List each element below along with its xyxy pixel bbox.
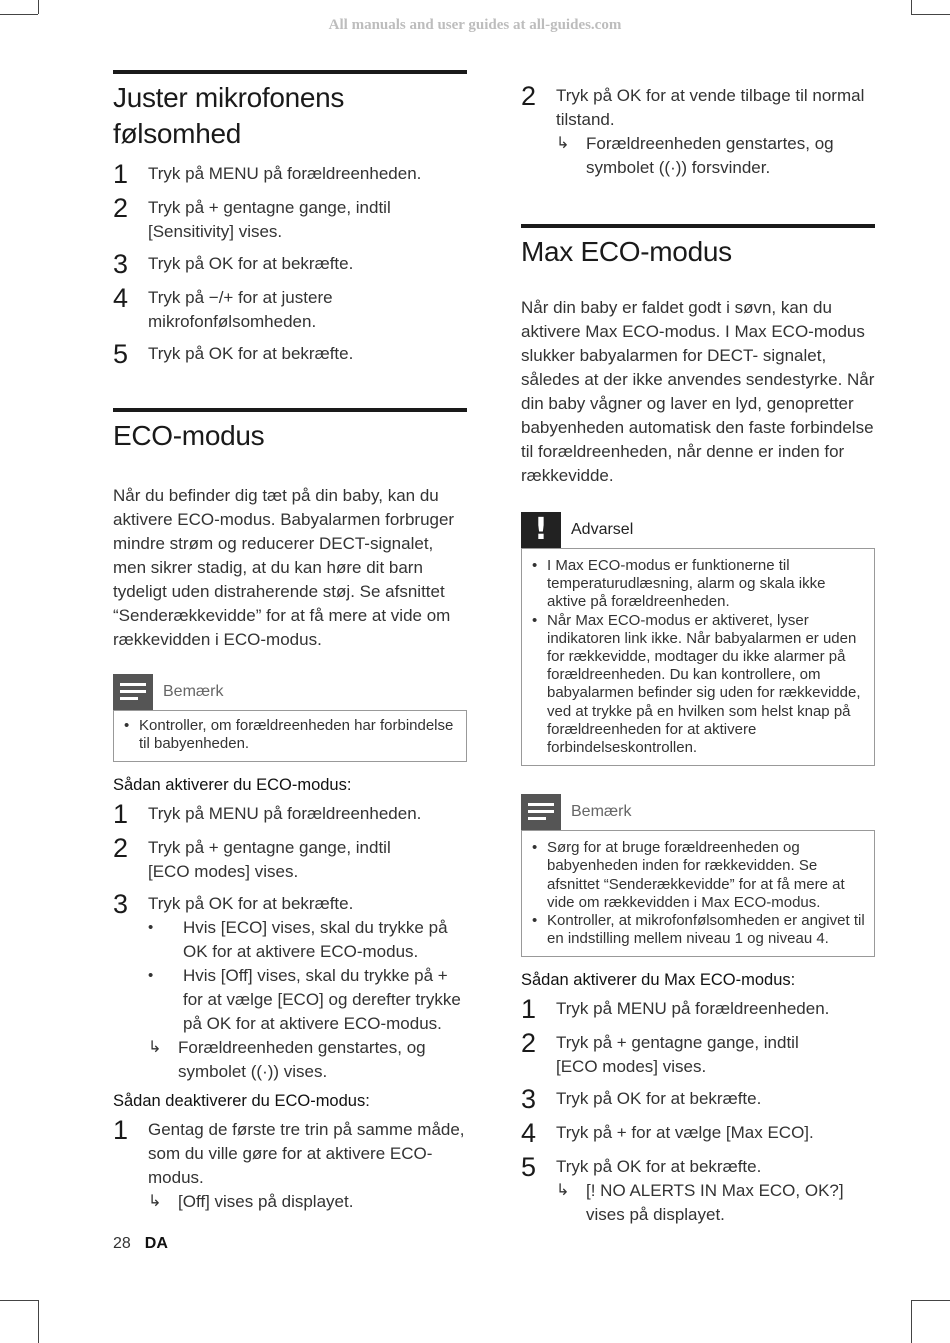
step-text: Tryk på + gentagne gange, indtil [ECO modes] vises. <box>556 1033 799 1077</box>
crop-mark-bottom-right <box>911 1300 912 1343</box>
step-text: Tryk på −/+ for at justere mikrofonfølsomheden. <box>148 288 333 331</box>
result-text: Forældreenheden genstartes, og symbolet ((·)) vises. <box>178 1038 426 1082</box>
step <box>521 1153 875 1227</box>
right-column <box>521 82 875 1227</box>
step <box>521 1085 875 1113</box>
step <box>521 995 875 1023</box>
max-eco-intro: Når din baby er faldet godt i søvn, kan du aktivere Max ECO-modus. I Max ECO-modus slukker babyalarmen for DECT- signalet, således at der ikke anvendes sendestyrke. Når din baby vågner og laver en lyd, genopretter babyenheden automatisk den faste forbindelse til forældreenheden, når denne er inden for rækkevidde. <box>521 298 875 485</box>
step <box>113 194 467 244</box>
warning-box <box>521 548 875 766</box>
step-number: 4 <box>521 1118 537 1149</box>
step-text <box>148 1116 467 1214</box>
result-arrow-icon: ↳ <box>148 1193 162 1211</box>
max-eco-activate-lead: Sådan aktiverer du Max ECO-modus: <box>521 971 796 990</box>
note-item: • Sørg for at bruge forældreenheden og babyenheden inden for rækkevidden. Se afsnittet “Senderækkevidde” for at få mere at vide om rækkevidden i Max ECO-modus. <box>530 839 866 912</box>
warning-title: Advarsel <box>571 521 634 538</box>
step-text-main: Gentag de første tre trin på samme måde, som du ville gøre for at aktivere ECO-modus. <box>148 1120 465 1188</box>
step-text: Tryk på OK for at bekræfte. <box>148 254 354 273</box>
step <box>113 1116 467 1214</box>
crop-mark-top-left <box>38 0 39 14</box>
crop-mark-top-right-h <box>911 14 950 15</box>
step-text <box>556 1153 856 1227</box>
sub-bullet-text: Hvis [Off] vises, skal du trykke på + for at vælge [ECO] og derefter trykke på OK for at aktivere ECO-modus. <box>183 966 461 1034</box>
section-title-sensitivity: Juster mikrofonens følsomhed <box>113 82 345 149</box>
section-title-max-eco: Max ECO-modus <box>521 236 732 267</box>
step-number: 1 <box>113 1115 129 1146</box>
watermark: All manuals and user guides at all-guides.com <box>328 17 622 33</box>
result-line <box>556 132 875 180</box>
sub-bullet: • Hvis [Off] vises, skal du trykke på + for at vælge [ECO] og derefter trykke på OK for at aktivere ECO-modus. <box>148 964 467 1036</box>
crop-mark-top-right <box>911 0 912 14</box>
result-text: [! NO ALERTS IN Max ECO, OK?] vises på displayet. <box>586 1181 844 1225</box>
page-footer <box>113 1235 168 1253</box>
note-title: Bemærk <box>163 683 224 700</box>
step-text: Tryk på + gentagne gange, indtil [ECO modes] vises. <box>148 838 391 882</box>
result-arrow-icon: ↳ <box>148 1039 162 1057</box>
result-line <box>148 1036 467 1084</box>
result-text: [Off] vises på displayet. <box>178 1192 354 1212</box>
note-header <box>521 794 875 830</box>
step-text-main: Tryk på OK for at bekræfte. <box>148 894 354 914</box>
warning-item: • Når Max ECO-modus er aktiveret, lyser indikatoren link ikke. Når babyalarmen er uden for rækkevidde, modtager du ikke alarmer på forældreenheden. Du kan kontrollere, om babyalarmen befinder sig uden for rækkevidde, ved at trykke på en hvilken som helst knap på forældreenheden for at aktivere forbindelseskontrollen. <box>530 612 866 758</box>
step-text <box>556 82 875 180</box>
step-text-main: Tryk på OK for at bekræfte. <box>556 1157 762 1177</box>
step <box>113 340 467 368</box>
note-box <box>113 710 467 762</box>
note-header <box>113 674 467 710</box>
step-text: Tryk på OK for at bekræfte. <box>148 344 354 363</box>
step-text: Tryk på + gentagne gange, indtil [Sensitivity] vises. <box>148 198 391 241</box>
note-item: • Kontroller, at mikrofonfølsomheden er angivet til en indstilling mellem niveau 1 og niveau 4. <box>530 912 866 948</box>
note-title: Bemærk <box>571 803 632 821</box>
step-text: Tryk på MENU på forældreenheden. <box>148 164 422 183</box>
step <box>113 800 467 828</box>
note-box <box>521 830 875 957</box>
section-rule <box>113 70 467 74</box>
max-eco-steps <box>521 995 875 1227</box>
step-number: 2 <box>113 193 129 223</box>
sensitivity-steps <box>113 160 467 368</box>
step-number: 3 <box>521 1084 537 1115</box>
result-line <box>556 1179 856 1227</box>
warning-icon: ! <box>521 512 561 548</box>
step-number: 5 <box>521 1152 537 1183</box>
result-line <box>148 1190 467 1214</box>
crop-mark-bottom-right-h <box>911 1300 950 1301</box>
step-number: 1 <box>113 799 129 830</box>
left-column <box>113 70 467 1214</box>
step <box>521 1029 875 1079</box>
step-number: 4 <box>113 283 129 313</box>
note-icon <box>113 674 153 710</box>
step-number: 3 <box>113 249 129 279</box>
result-arrow-icon: ↳ <box>556 1182 570 1200</box>
eco-activate-steps <box>113 800 467 1084</box>
section-title-eco: ECO-modus <box>113 420 265 451</box>
step-number: 3 <box>113 889 129 920</box>
step <box>113 890 467 1084</box>
note-icon <box>521 794 561 830</box>
step-text: Tryk på + for at vælge [Max ECO]. <box>556 1123 814 1143</box>
step <box>521 1119 875 1147</box>
step-text-main: Tryk på OK for at vende tilbage til normal tilstand. <box>556 86 865 129</box>
step-number: 2 <box>521 1028 537 1059</box>
section-rule <box>521 224 875 228</box>
step <box>113 284 467 334</box>
sub-bullet-text: Hvis [ECO] vises, skal du trykke på OK for at aktivere ECO-modus. <box>183 918 448 962</box>
step-number: 1 <box>521 994 537 1025</box>
step <box>113 160 467 188</box>
eco-deactivate-lead: Sådan deaktiverer du ECO-modus: <box>113 1092 370 1111</box>
step-number: 2 <box>113 833 129 864</box>
eco-intro: Når du befinder dig tæt på din baby, kan du aktivere ECO-modus. Babyalarmen forbruger mindre strøm og reducerer DECT-signalet, men sikrer stadig, at du kan høre dit barn tydeligt uden distraherende støj. Se afsnittet “Senderækkevidde” for at få mere at vide om rækkevidden i ECO-modus. <box>113 486 455 649</box>
crop-mark-bottom-left-h <box>0 1300 38 1301</box>
result-arrow-icon: ↳ <box>556 135 570 152</box>
page-number: 28 <box>113 1235 131 1252</box>
warning-item: • I Max ECO-modus er funktionerne til temperaturudlæsning, alarm og skala ikke aktive på forældreenheden. <box>530 557 866 612</box>
crop-mark-bottom-left <box>38 1300 39 1343</box>
step-text: Tryk på MENU på forældreenheden. <box>556 999 830 1019</box>
sub-bullet: • Hvis [ECO] vises, skal du trykke på OK for at aktivere ECO-modus. <box>148 916 467 964</box>
step-number: 2 <box>521 81 537 111</box>
result-text: Forældreenheden genstartes, og symbolet ((·)) forsvinder. <box>586 134 834 177</box>
section-rule <box>113 408 467 412</box>
note-item: • Kontroller, om forældreenheden har forbindelse til babyenheden. <box>122 717 458 753</box>
language-code: DA <box>144 1235 168 1252</box>
step-text <box>148 890 467 1084</box>
crop-mark-top-left-h <box>0 14 38 15</box>
eco-deactivate-steps <box>113 1116 467 1214</box>
step <box>521 82 875 180</box>
continued-steps <box>521 82 875 180</box>
step-number: 1 <box>113 159 129 189</box>
step <box>113 834 467 884</box>
step-text: Tryk på MENU på forældreenheden. <box>148 804 422 824</box>
step <box>113 250 467 278</box>
eco-activate-lead: Sådan aktiverer du ECO-modus: <box>113 776 352 795</box>
step-text: Tryk på OK for at bekræfte. <box>556 1089 762 1109</box>
warning-header <box>521 512 875 548</box>
step-number: 5 <box>113 339 129 369</box>
